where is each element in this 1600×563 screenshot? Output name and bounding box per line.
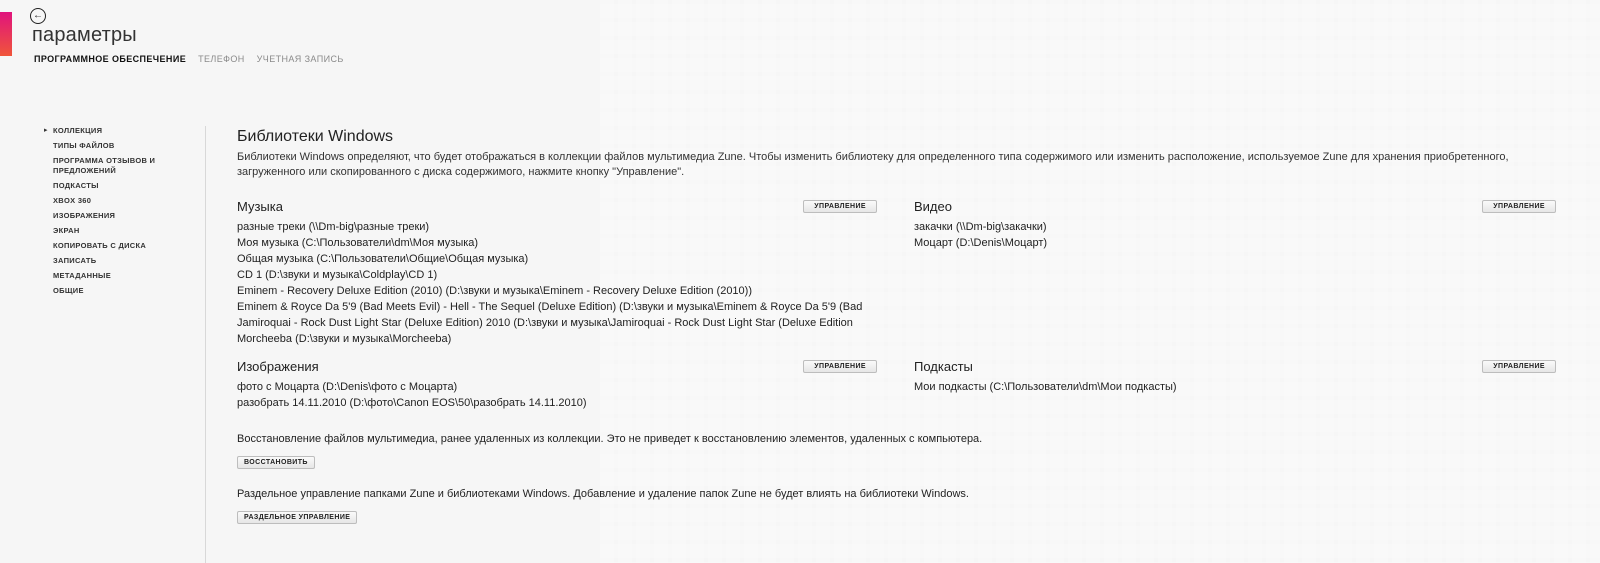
separate-management-button[interactable]: РАЗДЕЛЬНОЕ УПРАВЛЕНИЕ: [237, 511, 357, 524]
sidebar-item-label: КОЛЛЕКЦИЯ: [53, 126, 103, 135]
section-description: Библиотеки Windows определяют, что будет отображаться в коллекции файлов мультимедиа Zune. Чтобы изменить библиотеку для определенного типа содержимого или изменить расположение, используемое Zune для хранения приобретенного, загруженного или скопированного с диска содержимого, нажмите кнопку "Управление".: [237, 151, 1509, 178]
sidebar-item-label: ПРОГРАММА ОТЗЫВОВ И ПРЕДЛОЖЕНИЙ: [53, 156, 156, 175]
sidebar-item-label: ПОДКАСТЫ: [53, 181, 99, 190]
library-folder[interactable]: Общая музыка (C:\Пользователи\Общие\Общая музыка): [237, 253, 529, 265]
library-folder[interactable]: Моцарт (D:\Denis\Моцарт): [914, 237, 1048, 249]
sidebar-item-feedback-program[interactable]: [44, 156, 194, 176]
library-folder[interactable]: Eminem - Recovery Deluxe Edition (2010) (D:\звуки и музыка\Eminem - Recovery Deluxe Edition (2010)): [237, 285, 752, 297]
restore-description: Восстановление файлов мультимедиа, ранее удаленных из коллекции. Это не приведет к восстановлению элементов, удаленных с компьютера.: [237, 433, 983, 445]
library-title: Музыка: [237, 199, 283, 214]
main-content: [237, 128, 1567, 180]
library-images: [237, 359, 877, 411]
library-folder[interactable]: Мои подкасты (C:\Пользователи\dm\Мои подкасты): [914, 381, 1177, 393]
sidebar-item-general[interactable]: [44, 286, 194, 296]
library-folder[interactable]: Eminem & Royce Da 5'9 (Bad Meets Evil) - Hell - The Sequel (Deluxe Edition) (D:\звуки и музыка\Eminem & Royce Da 5'9 (Bad: [237, 301, 863, 313]
sidebar-divider: [205, 126, 206, 563]
library-folder[interactable]: разные треки (\\Dm-big\разные треки): [237, 221, 430, 233]
library-folder-list: [914, 219, 1556, 251]
library-folder-list: [914, 379, 1556, 395]
accent-bar: [0, 12, 12, 56]
sidebar-item-label: ЗАПИСАТЬ: [53, 256, 97, 265]
sidebar-item-file-types[interactable]: [44, 141, 194, 151]
library-folder[interactable]: разобрать 14.11.2010 (D:\фото\Canon EOS\50\разобрать 14.11.2010): [237, 397, 587, 409]
sidebar-item-screen[interactable]: [44, 226, 194, 236]
selected-marker-icon: ▸: [44, 127, 48, 134]
manage-images-button[interactable]: УПРАВЛЕНИЕ: [803, 360, 877, 373]
library-title: Видео: [914, 199, 952, 214]
sidebar-item-podcasts[interactable]: [44, 181, 194, 191]
sidebar-item-label: ОБЩИЕ: [53, 286, 84, 295]
tab-bar: [34, 54, 344, 64]
sidebar-item-label: XBOX 360: [53, 196, 92, 205]
separate-management-description: Раздельное управление папками Zune и библиотеками Windows. Добавление и удаление папок Zune не будет влиять на библиотеки Windows.: [237, 488, 969, 500]
back-arrow-icon[interactable]: ←: [30, 8, 46, 24]
page-title: параметры: [32, 24, 137, 46]
library-folder[interactable]: CD 1 (D:\звуки и музыка\Coldplay\CD 1): [237, 269, 438, 281]
library-folder[interactable]: закачки (\\Dm-big\закачки): [914, 221, 1047, 233]
library-folder-list: [237, 219, 877, 347]
manage-video-button[interactable]: УПРАВЛЕНИЕ: [1482, 200, 1556, 213]
manage-music-button[interactable]: УПРАВЛЕНИЕ: [803, 200, 877, 213]
sidebar-item-label: ИЗОБРАЖЕНИЯ: [53, 211, 116, 220]
library-title: Изображения: [237, 359, 319, 374]
sidebar-item-label: ТИПЫ ФАЙЛОВ: [53, 141, 115, 150]
library-folder[interactable]: фото с Моцарта (D:\Denis\фото с Моцарта): [237, 381, 458, 393]
sidebar-item-xbox[interactable]: [44, 196, 194, 206]
sidebar-item-collection[interactable]: [44, 126, 194, 136]
restore-button[interactable]: ВОССТАНОВИТЬ: [237, 456, 315, 469]
tab-phone[interactable]: ТЕЛЕФОН: [198, 54, 245, 64]
sidebar-item-metadata[interactable]: [44, 271, 194, 281]
library-folder[interactable]: Моя музыка (C:\Пользователи\dm\Моя музыка): [237, 237, 479, 249]
sidebar-item-burn[interactable]: [44, 256, 194, 266]
sidebar-item-label: МЕТАДАННЫЕ: [53, 271, 111, 280]
tab-software[interactable]: ПРОГРАММНОЕ ОБЕСПЕЧЕНИЕ: [34, 54, 187, 64]
sidebar-item-label: ЭКРАН: [53, 226, 80, 235]
library-folder-list: [237, 379, 877, 411]
library-podcasts: [914, 359, 1556, 395]
sidebar-item-rip[interactable]: [44, 241, 194, 251]
manage-podcasts-button[interactable]: УПРАВЛЕНИЕ: [1482, 360, 1556, 373]
library-folder[interactable]: Morcheeba (D:\звуки и музыка\Morcheeba): [237, 333, 452, 345]
library-folder[interactable]: Jamiroquai - Rock Dust Light Star (Deluxe Edition) 2010 (D:\звуки и музыка\Jamiroquai - Rock Dust Light Star (Deluxe Edition: [237, 317, 853, 329]
section-title: Библиотеки Windows: [237, 128, 394, 145]
tab-account[interactable]: УЧЕТНАЯ ЗАПИСЬ: [256, 54, 344, 64]
sidebar: [44, 126, 194, 301]
library-music: [237, 199, 877, 347]
sidebar-item-label: КОПИРОВАТЬ С ДИСКА: [53, 241, 147, 250]
sidebar-item-images[interactable]: [44, 211, 194, 221]
library-title: Подкасты: [914, 359, 973, 374]
library-video: [914, 199, 1556, 251]
